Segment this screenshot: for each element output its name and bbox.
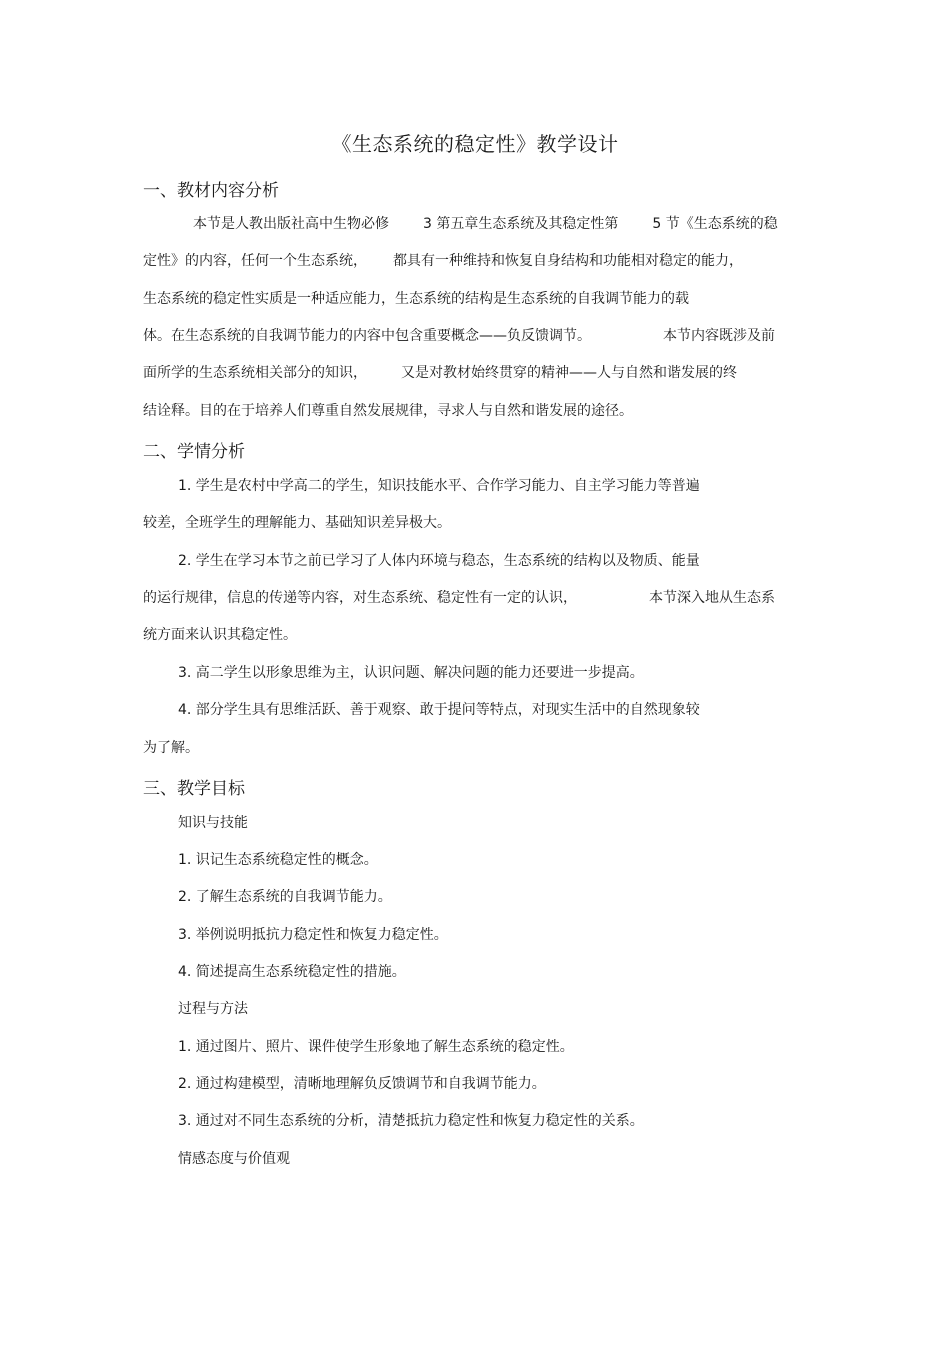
paragraph-line: 统方面来认识其稳定性。 — [143, 627, 297, 643]
paragraph-line: 为了解。 — [143, 740, 199, 756]
subheading-attitudes-values: 情感态度与价值观 — [178, 1151, 290, 1167]
list-item: 1. 通过图片、照片、课件使学生形象地了解生态系统的稳定性。 — [178, 1039, 574, 1055]
paragraph-line: 本节是人教出版社高中生物必修 3 第五章生态系统及其稳定性第 5 节《生态系统的稳 — [193, 216, 778, 232]
section-heading-textbook-analysis: 一、教材内容分析 — [143, 181, 279, 201]
list-item: 3. 通过对不同生态系统的分析，清楚抵抗力稳定性和恢复力稳定性的关系。 — [178, 1113, 644, 1129]
paragraph-line: 定性》的内容，任何一个生态系统， 都具有一种维持和恢复自身结构和功能相对稳定的能力， — [143, 253, 743, 269]
paragraph-line: 体。在生态系统的自我调节能力的内容中包含重要概念——负反馈调节。 本节内容既涉及前 — [143, 328, 775, 344]
subheading-process-methods: 过程与方法 — [178, 1001, 248, 1017]
paragraph-line: 4. 部分学生具有思维活跃、善于观察、敢于提问等特点，对现实生活中的自然现象较 — [178, 702, 700, 718]
paragraph-line: 结诠释。目的在于培养人们尊重自然发展规律，寻求人与自然和谐发展的途径。 — [143, 403, 633, 419]
paragraph-line: 较差，全班学生的理解能力、基础知识差异极大。 — [143, 515, 451, 531]
list-item: 1. 识记生态系统稳定性的概念。 — [178, 852, 378, 868]
paragraph-line: 1. 学生是农村中学高二的学生，知识技能水平、合作学习能力、自主学习能力等普遍 — [178, 478, 700, 494]
section-heading-teaching-goals: 三、教学目标 — [143, 779, 245, 799]
subheading-knowledge-skills: 知识与技能 — [178, 815, 248, 831]
list-item: 4. 简述提高生态系统稳定性的措施。 — [178, 964, 406, 980]
paragraph-line: 2. 学生在学习本节之前已学习了人体内环境与稳态，生态系统的结构以及物质、能量 — [178, 553, 700, 569]
list-item: 3. 举例说明抵抗力稳定性和恢复力稳定性。 — [178, 927, 448, 943]
list-item: 2. 通过构建模型，清晰地理解负反馈调节和自我调节能力。 — [178, 1076, 546, 1092]
paragraph-line: 生态系统的稳定性实质是一种适应能力，生态系统的结构是生态系统的自我调节能力的载 — [143, 291, 689, 307]
paragraph-line: 3. 高二学生以形象思维为主，认识问题、解决问题的能力还要进一步提高。 — [178, 665, 644, 681]
paragraph-line: 的运行规律，信息的传递等内容，对生态系统、稳定性有一定的认识， 本节深入地从生态系 — [143, 590, 775, 606]
list-item: 2. 了解生态系统的自我调节能力。 — [178, 889, 392, 905]
document-title: 《生态系统的稳定性》教学设计 — [331, 132, 619, 156]
section-heading-student-analysis: 二、学情分析 — [143, 442, 245, 462]
paragraph-line: 面所学的生态系统相关部分的知识， 又是对教材始终贯穿的精神——人与自然和谐发展的终 — [143, 365, 737, 381]
